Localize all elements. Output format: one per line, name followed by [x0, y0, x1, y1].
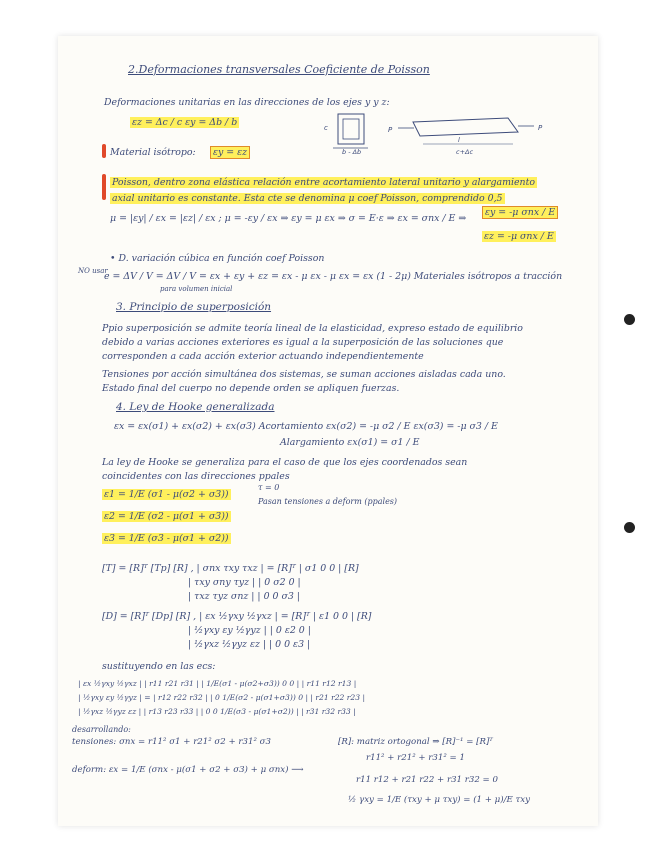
label-p: P — [388, 126, 393, 134]
label-l: l — [458, 136, 460, 144]
text-line: sustituyendo en las ecs: — [102, 661, 216, 672]
text-line: desarrollando: — [72, 725, 131, 734]
beam-diagram — [324, 108, 558, 156]
label-ca: c+Δc — [456, 148, 474, 156]
note-line: Pasan tensiones a deform (ppales) — [258, 497, 398, 506]
matrix-line: | ½γxz ½γyz εz | | r13 r23 r33 | | 0 0 1/E(σ3 - μ(σ1+σ2)) | | r31 r32 r33 | — [78, 707, 356, 716]
notebook-page — [58, 36, 598, 826]
label-db: b - Δb — [342, 148, 362, 156]
formula-line: e = ΔV / V = ΔV / V = εx + εy + εz = εx - μ εx - μ εx = εx (1 - 2μ) Materiales isótropos a tracción — [104, 271, 563, 282]
red-marker — [102, 174, 106, 200]
formula-highlight: ε3 = 1/E (σ3 - μ(σ1 + σ2)) — [104, 533, 229, 544]
label-p2: P — [538, 124, 543, 132]
page-title: 2.Deformaciones transversales Coeficiente de Poisson — [128, 63, 430, 76]
formula-line: Alargamiento εx(σ1) = σ1 / E — [280, 437, 420, 448]
text-line: Tensiones por acción simultánea dos sistemas, se suman acciones aisladas cada uno. — [102, 369, 506, 380]
text-line: • D. variación cúbica en función coef Poisson — [110, 253, 325, 264]
formula-line: tensiones: σnx = r11² σ1 + r21² σ2 + r31² σ3 — [72, 737, 271, 747]
binder-hole — [624, 522, 635, 533]
formula-line: [R]: matriz ortogonal ⇒ [R]⁻¹ = [R]ᵀ — [338, 737, 493, 747]
formula-line: μ = |εy| / εx = |εz| / εx ; μ = -εy / εx ⇒ εy = μ εx ⇒ σ = E·ε ⇒ εx = σnx / E ⇒ — [110, 213, 467, 224]
formula-line: deform: εx = 1/E (σnx - μ(σ1 + σ2 + σ3) + μ σnx) ⟶ — [72, 765, 304, 775]
matrix-line: | ½γxy εy ½γyz | | 0 ε2 0 | — [188, 625, 311, 636]
formula-highlight: εz = Δc / c εy = Δb / b — [132, 117, 238, 128]
binder-hole — [624, 314, 635, 325]
formula-highlight: εy = -μ σnx / E — [482, 206, 558, 219]
matrix-line: [T] = [R]ᵀ [Tp] [R] , | σnx τxy τxz | = [R]ᵀ | σ1 0 0 | [R] — [102, 563, 359, 574]
text-line: Estado final del cuerpo no depende orden se apliquen fuerzas. — [102, 383, 400, 394]
text-highlight: Poisson, dentro zona elástica relación entre acortamiento lateral unitario y alargamiento — [112, 177, 535, 188]
formula-line: εx = εx(σ1) + εx(σ2) + εx(σ3) Acortamiento εx(σ2) = -μ σ2 / E εx(σ3) = -μ σ3 / E — [114, 421, 498, 432]
matrix-line: | ½γxy εy ½γyz | = | r12 r22 r32 | | 0 1/E(σ2 - μ(σ1+σ3)) 0 | | r21 r22 r23 | — [78, 693, 366, 702]
matrix-line: | τxz τyz σnz | | 0 0 σ3 | — [188, 591, 300, 602]
side-note: NO usar — [78, 267, 108, 275]
text-line: Deformaciones unitarias en las direcciones de los ejes y y z: — [104, 97, 390, 108]
formula-line: r11² + r21² + r31² = 1 — [366, 753, 465, 763]
text-line: coincidentes con las direcciones ppales — [102, 471, 290, 482]
text-highlight: axial unitario es constante. Esta cte se denomina μ coef Poisson, comprendido 0,5 — [112, 193, 503, 204]
matrix-line: | ½γxz ½γyz εz | | 0 0 ε3 | — [188, 639, 311, 650]
matrix-line: | εx ½γxy ½γxz | | r11 r21 r31 | | 1/E(σ1 - μ(σ2+σ3)) 0 0 | | r11 r12 r13 | — [78, 679, 357, 688]
section-heading: 4. Ley de Hooke generalizada — [116, 401, 275, 413]
formula-line: ½ γxy = 1/E (τxy + μ τxy) = (1 + μ)/E τxy — [348, 795, 530, 805]
label-c: c — [324, 124, 328, 132]
text-line: Ppio superposición se admite teoría lineal de la elasticidad, expreso estado de equilibrio — [102, 323, 523, 334]
formula-highlight: εz = -μ σnx / E — [484, 231, 554, 242]
text-line: debido a varias acciones exteriores es igual a la superposición de las soluciones que — [102, 337, 504, 348]
red-marker — [102, 144, 106, 158]
note-line: τ = 0 — [258, 483, 280, 492]
formula-highlight: εy = εz — [210, 146, 250, 159]
formula-line: r11 r12 + r21 r22 + r31 r32 = 0 — [356, 775, 498, 785]
text-line: corresponden a cada acción exterior actuando independientemente — [102, 351, 424, 362]
note-line: para volumen inicial — [160, 285, 233, 293]
text-line: Material isótropo: — [110, 147, 196, 158]
section-heading: 3. Principio de superposición — [116, 301, 272, 313]
matrix-line: | τxy σny τyz | | 0 σ2 0 | — [188, 577, 301, 588]
formula-highlight: ε2 = 1/E (σ2 - μ(σ1 + σ3)) — [104, 511, 229, 522]
formula-highlight: ε1 = 1/E (σ1 - μ(σ2 + σ3)) — [104, 489, 229, 500]
matrix-line: [D] = [R]ᵀ [Dp] [R] , | εx ½γxy ½γxz | = [R]ᵀ | ε1 0 0 | [R] — [102, 611, 372, 622]
text-line: La ley de Hooke se generaliza para el caso de que los ejes coordenados sean — [102, 457, 468, 468]
